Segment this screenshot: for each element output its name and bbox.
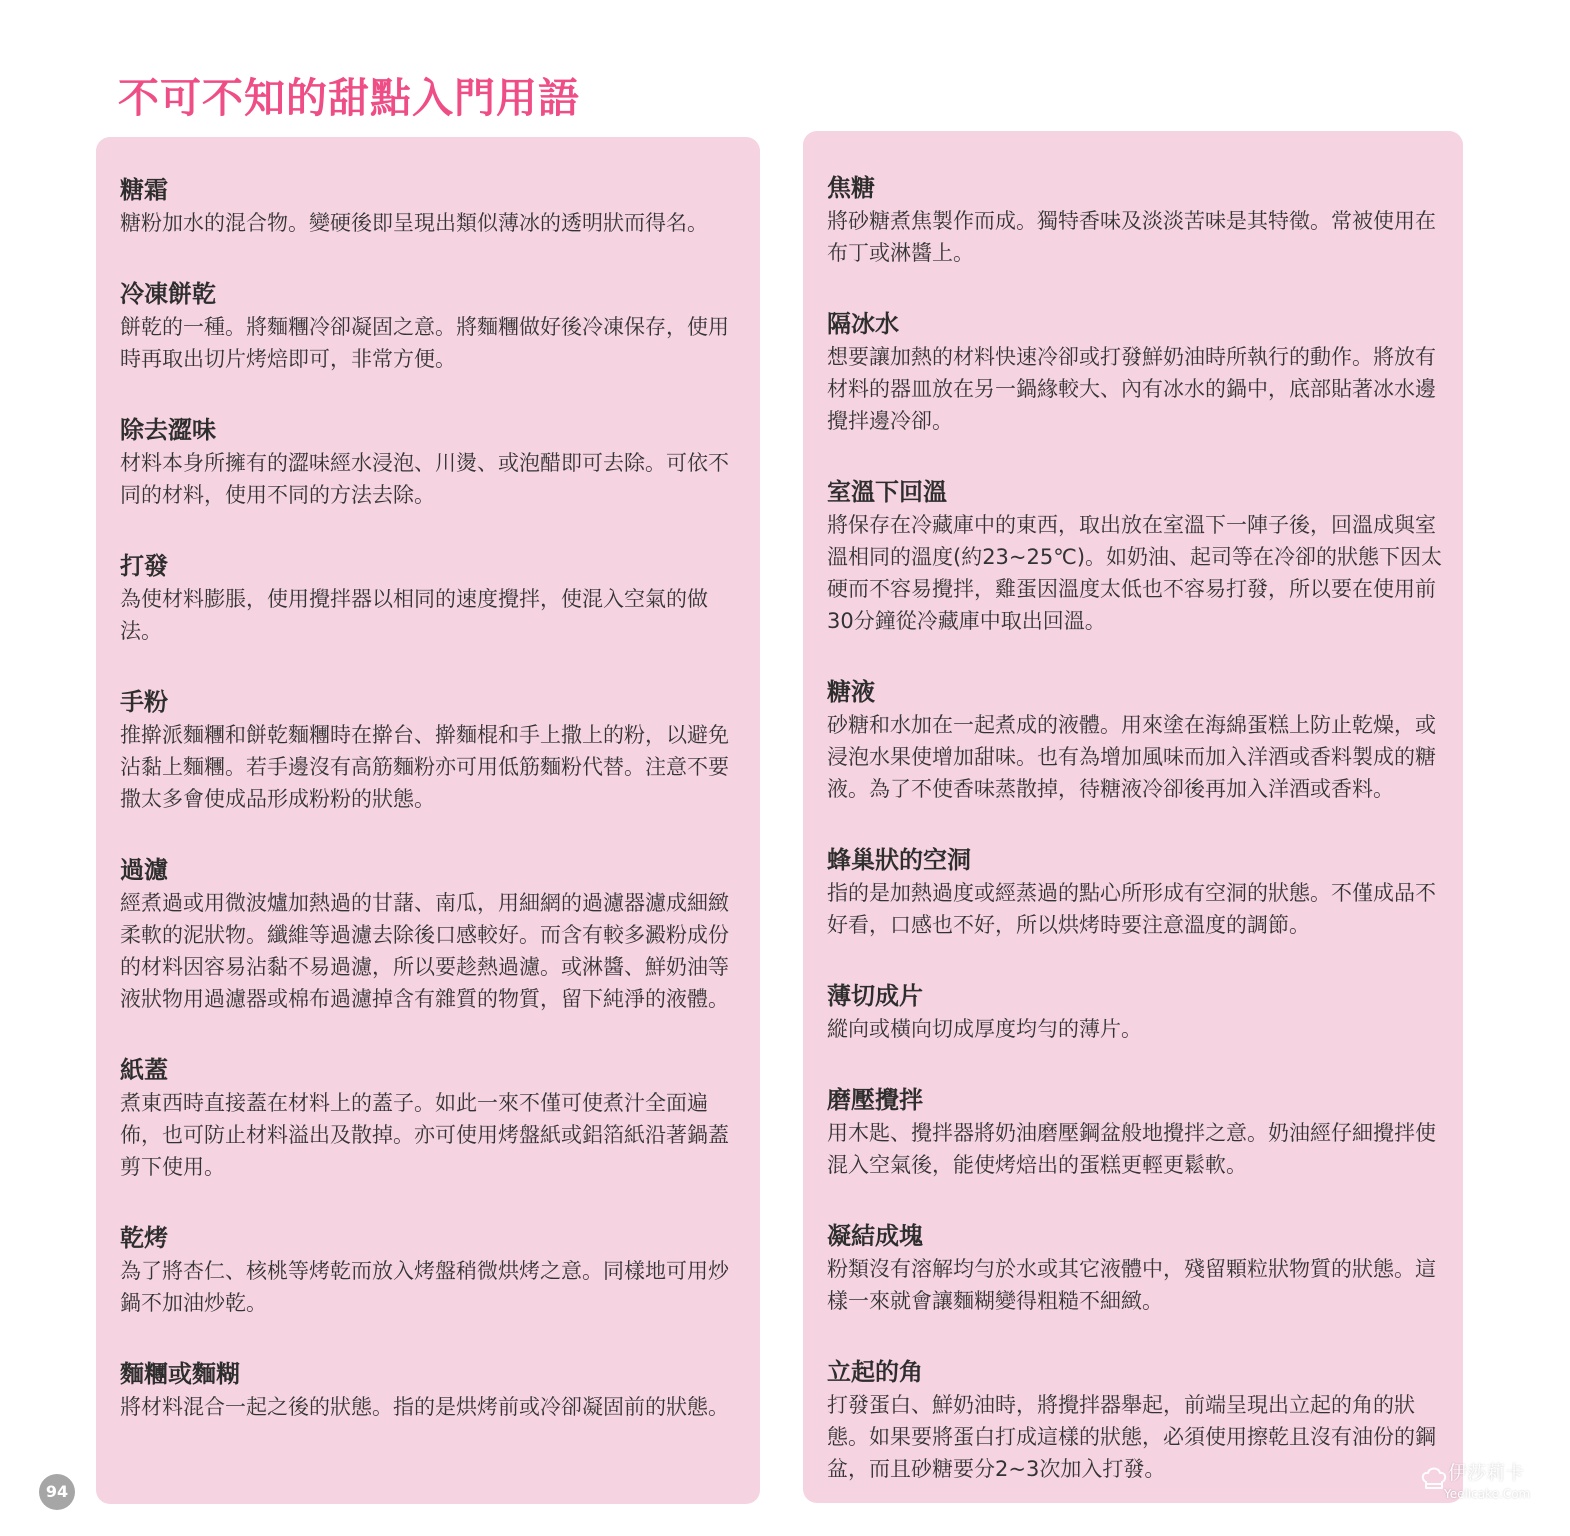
term-title: 焦糖 [827, 174, 875, 202]
term-description: 將保存在冷藏庫中的東西，取出放在室溫下一陣子後，回溫成與室溫相同的溫度(約23~25℃)。如奶油、起司等在冷卻的狀態下因太硬而不容易攪拌，雞蛋因溫度太低也不容易打發，所以要在使用前30分鐘從冷藏庫中取出回溫。 [827, 513, 1443, 633]
term-description: 指的是加熱過度或經蒸過的點心所形成有空洞的狀態。不僅成品不好看，口感也不好，所以烘烤時要注意溫度的調節。 [827, 881, 1436, 937]
left-glossary-panel [96, 137, 760, 1504]
glossary-item [120, 173, 738, 239]
watermark-site: Yeelicake.Com [1444, 1487, 1531, 1501]
term-title: 蜂巢狀的空洞 [827, 846, 971, 874]
term-title: 薄切成片 [827, 982, 923, 1010]
term-title: 凝結成塊 [827, 1222, 923, 1250]
glossary-item [827, 843, 1443, 941]
term-title: 除去澀味 [120, 416, 216, 444]
term-description: 為了將杏仁、核桃等烤乾而放入烤盤稍微烘烤之意。同樣地可用炒鍋不加油炒乾。 [120, 1259, 729, 1315]
term-description: 將材料混合一起之後的狀態。指的是烘烤前或冷卻凝固前的狀態。 [120, 1395, 729, 1419]
glossary-item [120, 853, 738, 1015]
glossary-item [827, 1083, 1443, 1181]
term-description: 為使材料膨脹，使用攪拌器以相同的速度攪拌，使混入空氣的做法。 [120, 587, 708, 643]
term-description: 糖粉加水的混合物。變硬後即呈現出類似薄冰的透明狀而得名。 [120, 211, 708, 235]
page-number-badge: 94 [39, 1474, 75, 1510]
glossary-item [827, 675, 1443, 805]
glossary-item [120, 1053, 738, 1183]
glossary-item [120, 277, 738, 375]
term-description: 縱向或橫向切成厚度均勻的薄片。 [827, 1017, 1142, 1041]
watermark-text: 伊莎莉卡 [1448, 1462, 1525, 1484]
term-description: 想要讓加熱的材料快速冷卻或打發鮮奶油時所執行的動作。將放有材料的器皿放在另一鍋緣較大、內有冰水的鍋中，底部貼著冰水邊攪拌邊冷卻。 [827, 345, 1436, 433]
term-title: 麵糰或麵糊 [120, 1360, 240, 1388]
term-description: 餅乾的一種。將麵糰冷卻凝固之意。將麵糰做好後冷凍保存，使用時再取出切片烤焙即可，非常方便。 [120, 315, 729, 371]
term-description: 材料本身所擁有的澀味經水浸泡、川燙、或泡醋即可去除。可依不同的材料，使用不同的方法去除。 [120, 451, 729, 507]
term-title: 立起的角 [827, 1358, 923, 1386]
glossary-item [120, 685, 738, 815]
term-description: 將砂糖煮焦製作而成。獨特香味及淡淡苦味是其特徵。常被使用在布丁或淋醬上。 [827, 209, 1436, 265]
term-description: 砂糖和水加在一起煮成的液體。用來塗在海綿蛋糕上防止乾燥，或浸泡水果使增加甜味。也有為增加風味而加入洋酒或香料製成的糖液。為了不使香味蒸散掉，待糖液冷卻後再加入洋酒或香料。 [827, 713, 1436, 801]
watermark [1418, 1460, 1558, 1510]
term-description: 粉類沒有溶解均勻於水或其它液體中，殘留顆粒狀物質的狀態。這樣一來就會讓麵糊變得粗糙不細緻。 [827, 1257, 1436, 1313]
right-glossary-panel [803, 131, 1463, 1503]
term-description: 經煮過或用微波爐加熱過的甘藷、南瓜，用細網的過濾器濾成細緻柔軟的泥狀物。纖維等過濾去除後口感較好。而含有較多澱粉成份的材料因容易沾黏不易過濾，所以要趁熱過濾。或淋醬、鮮奶油等液狀物用過濾器或棉布過濾掉含有雜質的物質，留下純淨的液體。 [120, 891, 729, 1011]
term-title: 隔冰水 [827, 310, 899, 338]
term-title: 紙蓋 [120, 1056, 168, 1084]
term-description: 推擀派麵糰和餅乾麵糰時在擀台、擀麵棍和手上撒上的粉，以避免沾黏上麵糰。若手邊沒有高筋麵粉亦可用低筋麵粉代替。注意不要撒太多會使成品形成粉粉的狀態。 [120, 723, 729, 811]
term-title: 糖液 [827, 678, 875, 706]
term-description: 打發蛋白、鮮奶油時，將攪拌器舉起，前端呈現出立起的角的狀態。如果要將蛋白打成這樣的狀態，必須使用擦乾且沒有油份的鋼盆，而且砂糖要分2~3次加入打發。 [827, 1393, 1436, 1481]
term-title: 打發 [120, 552, 168, 580]
term-title: 糖霜 [120, 176, 168, 204]
term-title: 手粉 [120, 688, 168, 716]
glossary-item [827, 475, 1443, 637]
glossary-item [120, 1357, 738, 1423]
term-title: 室溫下回溫 [827, 478, 947, 506]
term-title: 過濾 [120, 856, 168, 884]
term-description: 用木匙、攪拌器將奶油磨壓鋼盆般地攪拌之意。奶油經仔細攪拌使混入空氣後，能使烤焙出的蛋糕更輕更鬆軟。 [827, 1121, 1436, 1177]
page-title: 不可不知的甜點入門用語 [118, 74, 580, 122]
glossary-item [827, 1219, 1443, 1317]
glossary-item [120, 413, 738, 511]
glossary-item [120, 549, 738, 647]
glossary-item [827, 979, 1443, 1045]
term-title: 冷凍餅乾 [120, 280, 216, 308]
glossary-item [827, 171, 1443, 269]
glossary-item [120, 1221, 738, 1319]
term-description: 煮東西時直接蓋在材料上的蓋子。如此一來不僅可使煮汁全面遍佈，也可防止材料溢出及散掉。亦可使用烤盤紙或鋁箔紙沿著鍋蓋剪下使用。 [120, 1091, 729, 1179]
glossary-item [827, 307, 1443, 437]
glossary-item [827, 1355, 1443, 1485]
term-title: 磨壓攪拌 [827, 1086, 923, 1114]
term-title: 乾烤 [120, 1224, 168, 1252]
